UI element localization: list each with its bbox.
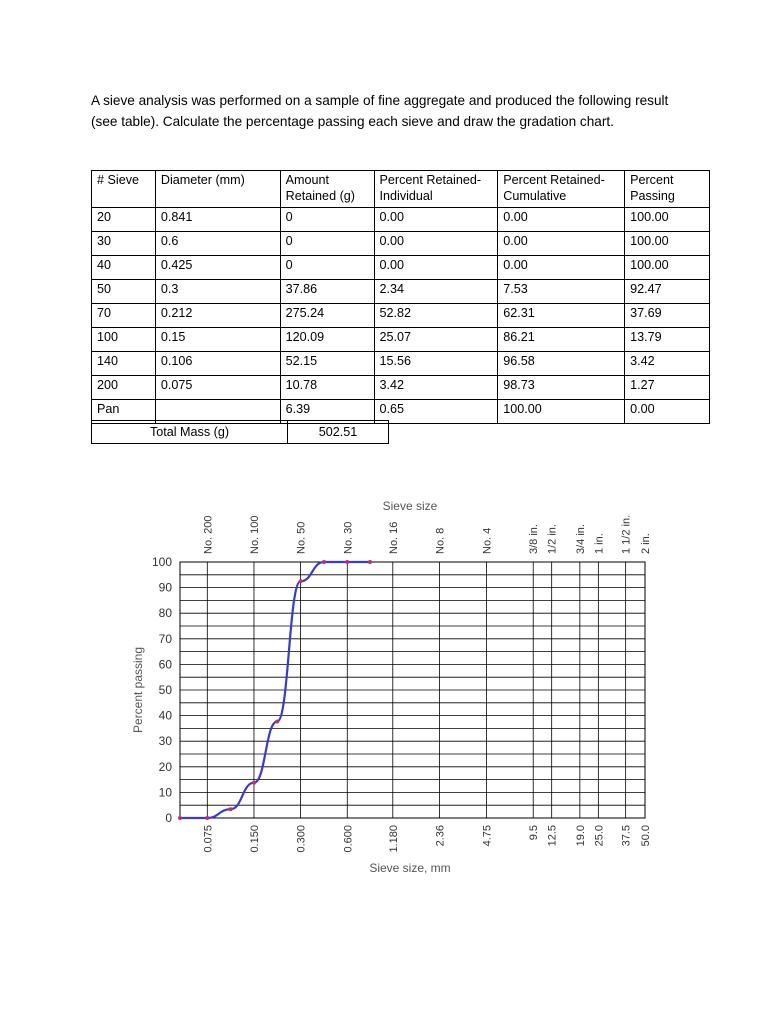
y-tick-label: 30 xyxy=(158,734,172,749)
table-row xyxy=(92,280,710,304)
data-point xyxy=(275,720,279,724)
table-cell: 0.6 xyxy=(155,232,280,256)
table-header-row xyxy=(92,171,710,208)
table-cell: 100.00 xyxy=(625,208,710,232)
y-tick-label: 90 xyxy=(158,580,172,595)
table-cell: 0.841 xyxy=(155,208,280,232)
chart-axis-labels xyxy=(152,515,652,853)
y-tick-label: 40 xyxy=(158,708,172,723)
table-cell: 3.42 xyxy=(374,376,498,400)
table-cell: 13.79 xyxy=(625,328,710,352)
table-row xyxy=(92,208,710,232)
x-tick-label-mm: 19.0 xyxy=(574,825,587,847)
x-tick-label-sieve: No. 200 xyxy=(202,515,215,554)
table-row xyxy=(92,304,710,328)
table-cell: 10.78 xyxy=(280,376,374,400)
x-tick-label-mm: 0.150 xyxy=(248,825,261,853)
x-tick-label-mm: 0.600 xyxy=(342,825,355,853)
table-cell: 275.24 xyxy=(280,304,374,328)
table-cell: 70 xyxy=(92,304,156,328)
total-mass-value: 502.51 xyxy=(288,421,389,444)
problem-statement: A sieve analysis was performed on a sample of fine aggregate and produced the following result (see table). Calculate the percentage passing each sieve and draw the gradation chart. xyxy=(91,93,669,129)
chart-y-axis-label: Percent passing xyxy=(131,646,145,734)
x-tick-label-sieve: No. 4 xyxy=(481,527,494,554)
table-cell: 3.42 xyxy=(625,352,710,376)
table-row xyxy=(92,328,710,352)
table-cell: 0.3 xyxy=(155,280,280,304)
table-cell: 25.07 xyxy=(374,328,498,352)
table-cell: 100.00 xyxy=(625,256,710,280)
x-tick-label-sieve: No. 16 xyxy=(387,521,400,554)
column-header: Percent Retained- Individual xyxy=(374,171,498,208)
table-cell: 0.00 xyxy=(498,208,625,232)
y-tick-label: 20 xyxy=(158,759,172,774)
x-tick-label-sieve: No. 100 xyxy=(248,515,261,554)
x-tick-label-sieve: 3/4 in. xyxy=(574,524,587,554)
table-row xyxy=(92,352,710,376)
total-mass-row xyxy=(91,420,389,444)
x-tick-label-mm: 25.0 xyxy=(593,825,606,847)
table-cell: 0.00 xyxy=(625,400,710,424)
table-cell: 50 xyxy=(92,280,156,304)
table-cell: 20 xyxy=(92,208,156,232)
data-point xyxy=(178,816,182,820)
table-row xyxy=(92,256,710,280)
table-row xyxy=(92,232,710,256)
data-point xyxy=(299,579,303,583)
table-cell: 62.31 xyxy=(498,304,625,328)
table-cell: 0.00 xyxy=(374,208,498,232)
data-point xyxy=(205,816,209,820)
y-tick-label: 10 xyxy=(158,785,172,800)
sieve-analysis-table xyxy=(91,170,710,424)
x-tick-label-mm: 4.75 xyxy=(481,825,494,847)
table-cell: 86.21 xyxy=(498,328,625,352)
x-tick-label-sieve: No. 50 xyxy=(295,521,308,554)
x-tick-label-mm: 12.5 xyxy=(546,825,559,847)
x-tick-label-mm: 37.5 xyxy=(620,825,633,847)
table-cell: 0.106 xyxy=(155,352,280,376)
table-cell: 0 xyxy=(280,256,374,280)
x-tick-label-mm: 0.300 xyxy=(295,825,308,853)
x-tick-label-sieve: 1/2 in. xyxy=(546,524,559,554)
table-cell: 92.47 xyxy=(625,280,710,304)
x-tick-label-sieve: No. 8 xyxy=(434,527,447,554)
data-point xyxy=(322,560,326,564)
table-cell: 0.00 xyxy=(374,256,498,280)
table-cell: 30 xyxy=(92,232,156,256)
table-cell: 0.00 xyxy=(498,256,625,280)
y-tick-label: 70 xyxy=(158,631,172,646)
table-cell: 0.075 xyxy=(155,376,280,400)
table-cell: 140 xyxy=(92,352,156,376)
gradation-chart xyxy=(120,495,660,880)
total-mass-label: Total Mass (g) xyxy=(92,421,288,444)
table-cell: 15.56 xyxy=(374,352,498,376)
x-tick-label-sieve: 1 1/2 in. xyxy=(620,514,633,554)
table-body xyxy=(92,208,710,424)
table-cell: 120.09 xyxy=(280,328,374,352)
table-row xyxy=(92,376,710,400)
x-tick-label-sieve: No. 30 xyxy=(342,521,355,554)
table-cell: 0.65 xyxy=(374,400,498,424)
y-tick-label: 60 xyxy=(158,657,172,672)
y-tick-label: 0 xyxy=(165,811,172,825)
table-cell: 40 xyxy=(92,256,156,280)
data-point xyxy=(229,807,233,811)
x-tick-label-mm: 50.0 xyxy=(640,825,652,847)
x-tick-label-mm: 0.075 xyxy=(202,825,215,853)
table-cell: 0.212 xyxy=(155,304,280,328)
column-header: Amount Retained (g) xyxy=(280,171,374,208)
table-cell: 2.34 xyxy=(374,280,498,304)
x-tick-label-mm: 9.5 xyxy=(528,825,541,841)
x-tick-label-sieve: 1 in. xyxy=(593,533,606,554)
x-tick-label-sieve: 3/8 in. xyxy=(528,524,541,554)
table-cell: 200 xyxy=(92,376,156,400)
chart-title: Sieve size xyxy=(382,499,438,513)
table-cell: 6.39 xyxy=(280,400,374,424)
chart-grid xyxy=(180,562,645,818)
table-cell: 0 xyxy=(280,208,374,232)
y-tick-label: 100 xyxy=(151,555,172,569)
table-cell: 100 xyxy=(92,328,156,352)
table-cell: 1.27 xyxy=(625,376,710,400)
table-cell: 0 xyxy=(280,232,374,256)
table-cell: 37.86 xyxy=(280,280,374,304)
table-cell: 96.58 xyxy=(498,352,625,376)
table-cell: 52.82 xyxy=(374,304,498,328)
column-header: Diameter (mm) xyxy=(155,171,280,208)
table-cell: 100.00 xyxy=(625,232,710,256)
chart-x-axis-label: Sieve size, mm xyxy=(369,861,451,875)
table-cell: 37.69 xyxy=(625,304,710,328)
table-cell: Pan xyxy=(92,400,156,424)
column-header: Percent Retained- Cumulative xyxy=(498,171,625,208)
table-cell: 52.15 xyxy=(280,352,374,376)
table-cell: 7.53 xyxy=(498,280,625,304)
x-tick-label-sieve: 2 in. xyxy=(640,533,652,554)
data-point xyxy=(368,560,372,564)
x-tick-label-mm: 2.36 xyxy=(434,825,447,847)
y-tick-label: 50 xyxy=(158,683,172,697)
table-cell: 0.425 xyxy=(155,256,280,280)
y-tick-label: 80 xyxy=(158,606,172,621)
column-header: # Sieve xyxy=(92,171,156,208)
table-cell: 98.73 xyxy=(498,376,625,400)
table-cell: 0.00 xyxy=(498,232,625,256)
table-cell: 100.00 xyxy=(498,400,625,424)
table-cell: 0.15 xyxy=(155,328,280,352)
data-point xyxy=(252,781,256,785)
column-header: Percent Passing xyxy=(625,171,710,208)
table-cell: 0.00 xyxy=(374,232,498,256)
data-point xyxy=(345,560,349,564)
x-tick-label-mm: 1.180 xyxy=(387,825,400,853)
